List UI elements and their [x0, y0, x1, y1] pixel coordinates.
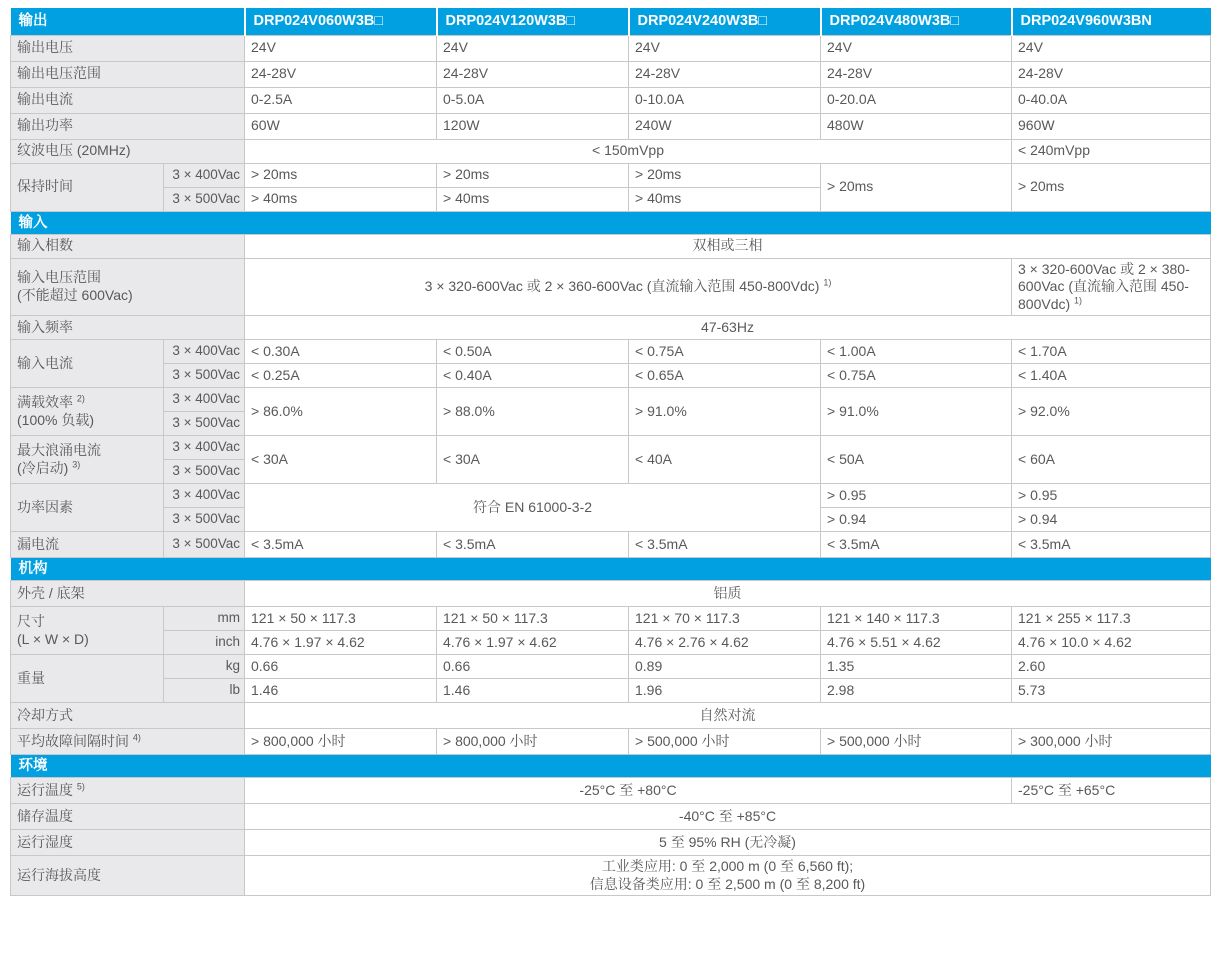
- unit-label: inch: [164, 631, 245, 655]
- spec-value: 4.76 × 2.76 × 4.62: [629, 631, 821, 655]
- spec-value: > 40ms: [629, 187, 821, 211]
- spec-value: 2.98: [821, 679, 1012, 703]
- spec-value: 121 × 50 × 117.3: [437, 607, 629, 631]
- table-row: [11, 316, 1211, 340]
- unit-label: lb: [164, 679, 245, 703]
- row-label: [11, 778, 245, 804]
- footnote-marker: 3): [72, 458, 81, 469]
- spec-value: > 500,000 小时: [821, 729, 1012, 755]
- table-row: [11, 679, 1211, 703]
- spec-value: > 40ms: [245, 187, 437, 211]
- table-row: [11, 139, 1211, 163]
- spec-value-merged: 铝质: [245, 581, 1211, 607]
- spec-value: 121 × 255 × 117.3: [1012, 607, 1211, 631]
- spec-value: < 0.30A: [245, 340, 437, 364]
- row-label: 运行湿度: [11, 830, 245, 856]
- spec-value: 121 × 50 × 117.3: [245, 607, 437, 631]
- spec-value: > 20ms: [437, 163, 629, 187]
- row-label: 漏电流: [11, 532, 164, 558]
- spec-value: < 0.50A: [437, 340, 629, 364]
- spec-value: 60W: [245, 113, 437, 139]
- spec-value: > 20ms: [629, 163, 821, 187]
- section-bar-input: [11, 211, 1211, 234]
- table-row: [11, 61, 1211, 87]
- footnote-marker: 5): [76, 781, 85, 792]
- row-label-text: 平均故障间隔时间: [17, 733, 129, 749]
- row-label: [11, 607, 164, 655]
- spec-value-merged: > 91.0%: [821, 388, 1012, 436]
- spec-value: > 300,000 小时: [1012, 729, 1211, 755]
- model-header: DRP024V060W3B□: [245, 8, 437, 35]
- spec-value-merged: < 30A: [245, 436, 437, 484]
- spec-value: 24-28V: [1012, 61, 1211, 87]
- table-row: [11, 87, 1211, 113]
- spec-value: -25°C 至 +65°C: [1012, 778, 1211, 804]
- unit-label: mm: [164, 607, 245, 631]
- spec-value: < 3.5mA: [437, 532, 629, 558]
- model-header: DRP024V960W3BN: [1012, 8, 1211, 35]
- footnote-marker: 4): [132, 732, 141, 743]
- table-row: [11, 655, 1211, 679]
- spec-value: 24V: [1012, 35, 1211, 61]
- table-row: [11, 581, 1211, 607]
- row-label: 外壳 / 底架: [11, 581, 245, 607]
- spec-value: 240W: [629, 113, 821, 139]
- footnote-marker: 2): [76, 393, 85, 404]
- spec-value: < 0.75A: [629, 340, 821, 364]
- spec-value: 0.66: [437, 655, 629, 679]
- spec-value-merged: -40°C 至 +85°C: [245, 804, 1211, 830]
- row-label-line2: (冷启动): [17, 459, 69, 476]
- row-label: 输出电压: [11, 35, 245, 61]
- spec-value: 960W: [1012, 113, 1211, 139]
- table-row: [11, 388, 1211, 412]
- spec-value: 4.76 × 1.97 × 4.62: [245, 631, 437, 655]
- spec-value: < 3.5mA: [821, 532, 1012, 558]
- spec-value-merged: 自然对流: [245, 703, 1211, 729]
- row-label: [11, 388, 164, 436]
- table-row: [11, 830, 1211, 856]
- spec-value: 121 × 140 × 117.3: [821, 607, 1012, 631]
- spec-value: 24V: [821, 35, 1012, 61]
- row-label: [11, 436, 164, 484]
- spec-value-merged: [245, 856, 1211, 896]
- spec-value: 24-28V: [437, 61, 629, 87]
- spec-value-merged: < 150mVpp: [245, 139, 1012, 163]
- table-row: [11, 484, 1211, 508]
- row-label: 冷却方式: [11, 703, 245, 729]
- spec-value-merged: > 91.0%: [629, 388, 821, 436]
- spec-value: 4.76 × 10.0 × 4.62: [1012, 631, 1211, 655]
- spec-table: [10, 8, 1211, 896]
- row-label: 纹波电压 (20MHz): [11, 139, 245, 163]
- table-row: [11, 778, 1211, 804]
- row-label: [11, 729, 245, 755]
- spec-value: > 500,000 小时: [629, 729, 821, 755]
- sub-condition-label: 3 × 400Vac: [164, 388, 245, 412]
- spec-value-text: 3 × 320-600Vac 或 2 × 360-600Vac (直流输入范围 450-800Vdc): [424, 278, 820, 295]
- table-row: [11, 532, 1211, 558]
- spec-value-merged: < 60A: [1012, 436, 1211, 484]
- table-row: [11, 631, 1211, 655]
- row-label-line1: 输入电压范围: [17, 269, 101, 286]
- spec-value-merged: > 86.0%: [245, 388, 437, 436]
- section-title-input: 输入: [11, 211, 1211, 234]
- model-header: DRP024V480W3B□: [821, 8, 1012, 35]
- spec-value: 1.96: [629, 679, 821, 703]
- table-row: [11, 35, 1211, 61]
- section-bar-mechanical: [11, 558, 1211, 581]
- spec-value: 24-28V: [245, 61, 437, 87]
- spec-value: > 0.94: [1012, 508, 1211, 532]
- table-row: [11, 856, 1211, 896]
- footnote-marker: 1): [823, 277, 832, 288]
- row-label: [11, 258, 245, 316]
- spec-value: > 0.95: [1012, 484, 1211, 508]
- row-label-line2: (不能超过 600Vac): [17, 286, 133, 303]
- spec-value-merged: > 20ms: [1012, 163, 1211, 211]
- section-title-environment: 环境: [11, 755, 1211, 778]
- model-header: DRP024V240W3B□: [629, 8, 821, 35]
- spec-value: < 0.25A: [245, 364, 437, 388]
- sub-condition-label: 3 × 500Vac: [164, 364, 245, 388]
- spec-value: < 1.70A: [1012, 340, 1211, 364]
- unit-label: kg: [164, 655, 245, 679]
- spec-value: 0-5.0A: [437, 87, 629, 113]
- section-title-output: 输出: [11, 8, 245, 35]
- row-label-line1: 最大浪涌电流: [17, 442, 101, 459]
- spec-value-merged: < 50A: [821, 436, 1012, 484]
- sub-condition-label: 3 × 400Vac: [164, 163, 245, 187]
- sub-condition-label: 3 × 500Vac: [164, 460, 245, 484]
- row-label: 功率因素: [11, 484, 164, 532]
- spec-value: 1.35: [821, 655, 1012, 679]
- spec-value: < 1.00A: [821, 340, 1012, 364]
- row-label: 储存温度: [11, 804, 245, 830]
- spec-value: > 800,000 小时: [437, 729, 629, 755]
- spec-value: 24V: [437, 35, 629, 61]
- spec-value: 24-28V: [821, 61, 1012, 87]
- spec-value: < 3.5mA: [245, 532, 437, 558]
- spec-value: 0-2.5A: [245, 87, 437, 113]
- sub-condition-label: 3 × 500Vac: [164, 532, 245, 558]
- row-label: 输出电压范围: [11, 61, 245, 87]
- spec-value-merged: > 88.0%: [437, 388, 629, 436]
- row-label: 输出电流: [11, 87, 245, 113]
- sub-condition-label: 3 × 400Vac: [164, 484, 245, 508]
- spec-value: > 0.95: [821, 484, 1012, 508]
- spec-value: < 240mVpp: [1012, 139, 1211, 163]
- section-bar-environment: [11, 755, 1211, 778]
- spec-value-merged: 5 至 95% RH (无冷凝): [245, 830, 1211, 856]
- sub-condition-label: 3 × 500Vac: [164, 187, 245, 211]
- spec-value: < 3.5mA: [1012, 532, 1211, 558]
- table-row: [11, 729, 1211, 755]
- spec-value: 1.46: [245, 679, 437, 703]
- table-row: [11, 364, 1211, 388]
- table-row: [11, 436, 1211, 460]
- spec-value: 2.60: [1012, 655, 1211, 679]
- spec-value-merged: > 92.0%: [1012, 388, 1211, 436]
- row-label-line2: (L × W × D): [17, 630, 89, 647]
- sub-condition-label: 3 × 500Vac: [164, 508, 245, 532]
- row-label: 重量: [11, 655, 164, 703]
- sub-condition-label: 3 × 500Vac: [164, 412, 245, 436]
- table-row: [11, 258, 1211, 316]
- table-header-row: [11, 8, 1211, 35]
- table-row: [11, 607, 1211, 631]
- sub-condition-label: 3 × 400Vac: [164, 340, 245, 364]
- spec-value-merged: [245, 258, 1012, 316]
- spec-value: > 800,000 小时: [245, 729, 437, 755]
- row-label-line1: 满载效率: [17, 394, 73, 411]
- row-label: 运行海拔高度: [11, 856, 245, 896]
- row-label-line1: 尺寸: [17, 613, 45, 630]
- row-label: 保持时间: [11, 163, 164, 211]
- spec-value: < 0.65A: [629, 364, 821, 388]
- spec-value: < 0.40A: [437, 364, 629, 388]
- spec-value: 24-28V: [629, 61, 821, 87]
- footnote-marker: 1): [1074, 294, 1083, 305]
- table-row: [11, 340, 1211, 364]
- spec-value: 121 × 70 × 117.3: [629, 607, 821, 631]
- row-label: 输入电流: [11, 340, 164, 388]
- table-row: [11, 703, 1211, 729]
- row-label: 输入频率: [11, 316, 245, 340]
- row-label-text: 运行温度: [17, 782, 73, 799]
- spec-value: 4.76 × 1.97 × 4.62: [437, 631, 629, 655]
- spec-value: 0-40.0A: [1012, 87, 1211, 113]
- table-row: [11, 163, 1211, 187]
- spec-value: 24V: [629, 35, 821, 61]
- spec-value: [1012, 258, 1211, 316]
- spec-value: 24V: [245, 35, 437, 61]
- spec-value-merged: < 40A: [629, 436, 821, 484]
- spec-value: < 1.40A: [1012, 364, 1211, 388]
- spec-value: > 40ms: [437, 187, 629, 211]
- spec-value: < 0.75A: [821, 364, 1012, 388]
- spec-value: 120W: [437, 113, 629, 139]
- spec-value: < 3.5mA: [629, 532, 821, 558]
- table-row: [11, 113, 1211, 139]
- spec-value: > 0.94: [821, 508, 1012, 532]
- spec-value: 1.46: [437, 679, 629, 703]
- spec-value: 0.66: [245, 655, 437, 679]
- spec-value-merged: 47-63Hz: [245, 316, 1211, 340]
- spec-value-merged: -25°C 至 +80°C: [245, 778, 1012, 804]
- row-label: 输入相数: [11, 234, 245, 258]
- spec-value-text: 3 × 320-600Vac 或 2 × 380-600Vac (直流输入范围 450-800Vdc): [1018, 260, 1190, 312]
- altitude-line1: 工业类应用: 0 至 2,000 m (0 至 6,560 ft);: [601, 858, 854, 875]
- spec-value: 480W: [821, 113, 1012, 139]
- spec-value-merged: 符合 EN 61000-3-2: [245, 484, 821, 532]
- spec-value: 5.73: [1012, 679, 1211, 703]
- spec-value: 0.89: [629, 655, 821, 679]
- table-row: [11, 804, 1211, 830]
- spec-value: 0-10.0A: [629, 87, 821, 113]
- spec-value: > 20ms: [245, 163, 437, 187]
- model-header: DRP024V120W3B□: [437, 8, 629, 35]
- table-row: [11, 234, 1211, 258]
- spec-value-merged: > 20ms: [821, 163, 1012, 211]
- spec-value: 4.76 × 5.51 × 4.62: [821, 631, 1012, 655]
- row-label-line2: (100% 负载): [17, 411, 95, 428]
- spec-value-merged: 双相或三相: [245, 234, 1211, 258]
- sub-condition-label: 3 × 400Vac: [164, 436, 245, 460]
- altitude-line2: 信息设备类应用: 0 至 2,500 m (0 至 8,200 ft): [589, 875, 866, 892]
- spec-value: 0-20.0A: [821, 87, 1012, 113]
- spec-value-merged: < 30A: [437, 436, 629, 484]
- section-title-mechanical: 机构: [11, 558, 1211, 581]
- row-label: 输出功率: [11, 113, 245, 139]
